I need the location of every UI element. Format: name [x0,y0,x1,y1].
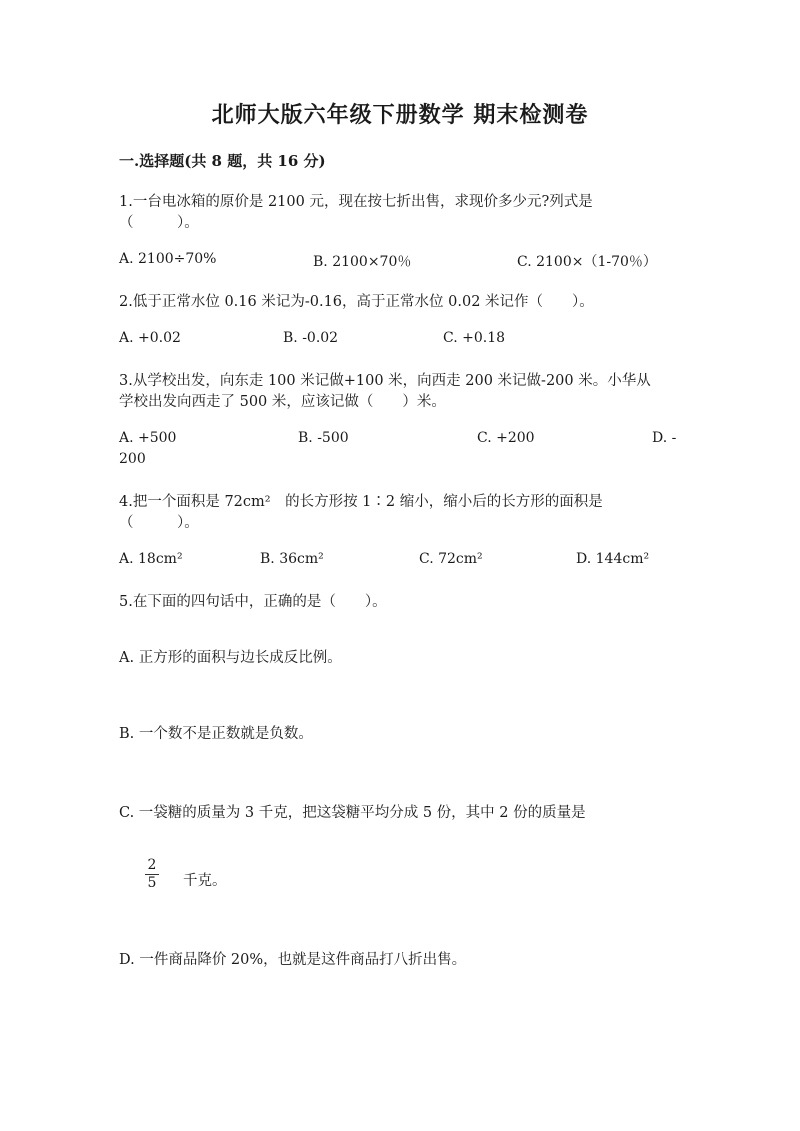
q3-option-c: C. +200 [477,430,535,446]
question-3-text-cont: 学校出发向西走了 500 米，应该记做（ ）米。 [119,394,446,410]
q1-option-a: A. 2100÷70% [119,251,217,267]
q5-option-a: A. 正方形的面积与边长成反比例。 [119,650,342,666]
q4-option-c: C. 72cm² [419,551,483,567]
fraction-two-fifths [145,858,159,891]
page-title: 北师大版六年级下册数学 期末检测卷 [211,102,589,128]
question-5-text: 5.在下面的四句话中，正确的是（ ）。 [119,594,387,610]
fraction-numerator: 2 [147,857,157,873]
question-2-text: 2.低于正常水位 0.16 米记为-0.16，高于正常水位 0.02 米记作（ ）。 [119,294,594,310]
q5-option-d: D. 一件商品降价 20%，也就是这件商品打八折出售。 [119,952,467,968]
section-heading: 一.选择题(共 8 题，共 16 分) [119,152,326,170]
question-4-text: 4.把一个面积是 72cm² 的长方形按 1∶2 缩小，缩小后的长方形的面积是 [119,494,603,510]
q3-option-a: A. +500 [119,430,177,446]
q2-option-b: B. -0.02 [283,330,339,346]
fraction-denominator: 5 [147,875,157,891]
q5-option-c: C. 一袋糖的质量为 3 千克，把这袋糖平均分成 5 份，其中 2 份的质量是 [119,805,586,821]
q3-option-b: B. -500 [298,430,349,446]
q5-option-b: B. 一个数不是正数就是负数。 [119,726,313,742]
question-3-text: 3.从学校出发，向东走 100 米记做+100 米，向西走 200 米记做-200 米。小华从 [119,373,651,389]
q2-option-c: C. +0.18 [443,330,506,346]
question-1-text: 1.一台电冰箱的原价是 2100 元，现在按七折出售，求现价多少元?列式是 [119,194,593,210]
question-4-blank: （ ）。 [119,515,199,531]
q4-option-a: A. 18cm² [119,551,183,567]
q3-option-d: D. - [652,430,677,446]
q2-option-a: A. +0.02 [119,330,181,346]
question-1-blank: （ ）。 [119,215,199,231]
q5-option-c-tail: 千克。 [183,873,227,889]
q4-option-d: D. 144cm² [576,551,650,567]
q1-option-c: C. 2100×（1-70％） [517,254,657,270]
q1-option-b: B. 2100×70％ [313,254,412,270]
q4-option-b: B. 36cm² [260,551,324,567]
q3-option-d-wrap: 200 [119,451,146,467]
